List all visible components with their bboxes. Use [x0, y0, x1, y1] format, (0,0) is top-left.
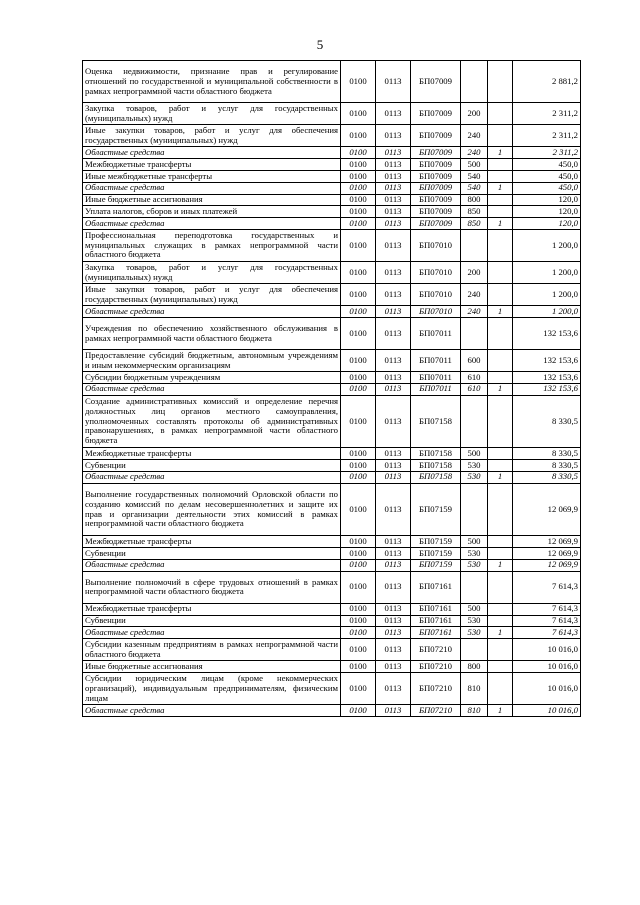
expense-type-code: 530: [461, 559, 488, 571]
expense-type-code: 800: [461, 661, 488, 673]
target-article-code: БП07158: [411, 460, 461, 472]
funding-source-code: [488, 317, 513, 349]
section-code: 0100: [341, 350, 376, 372]
subsection-code: 0113: [376, 147, 411, 159]
amount: 120,0: [513, 218, 581, 230]
funding-source-code: 1: [488, 627, 513, 639]
row-name: Областные средства: [83, 147, 341, 159]
target-article-code: БП07161: [411, 627, 461, 639]
subsection-code: 0113: [376, 317, 411, 349]
section-code: 0100: [341, 229, 376, 261]
expense-type-code: 530: [461, 548, 488, 560]
section-code: 0100: [341, 182, 376, 194]
target-article-code: БП07011: [411, 383, 461, 395]
section-code: 0100: [341, 483, 376, 536]
row-name: Межбюджетные трансферты: [83, 159, 341, 171]
section-code: 0100: [341, 170, 376, 182]
table-row: [83, 536, 581, 548]
subsection-code: 0113: [376, 170, 411, 182]
expense-type-code: 530: [461, 627, 488, 639]
table-row: [83, 705, 581, 717]
target-article-code: БП07210: [411, 673, 461, 705]
funding-source-code: [488, 615, 513, 627]
row-name: Учреждения по обеспечению хозяйственного обслуживания в рамках непрограммной части областного бюджета: [83, 317, 341, 349]
section-code: 0100: [341, 627, 376, 639]
section-code: 0100: [341, 471, 376, 483]
expense-type-code: [461, 395, 488, 448]
subsection-code: 0113: [376, 548, 411, 560]
table-row: [83, 147, 581, 159]
table-row: [83, 483, 581, 536]
target-article-code: БП07009: [411, 170, 461, 182]
subsection-code: 0113: [376, 705, 411, 717]
table-row: [83, 159, 581, 171]
expense-type-code: 810: [461, 673, 488, 705]
amount: 10 016,0: [513, 705, 581, 717]
target-article-code: БП07009: [411, 182, 461, 194]
row-name: Межбюджетные трансферты: [83, 448, 341, 460]
amount: 8 330,5: [513, 448, 581, 460]
amount: 12 069,9: [513, 536, 581, 548]
section-code: 0100: [341, 194, 376, 206]
row-name: Областные средства: [83, 559, 341, 571]
amount: 7 614,3: [513, 627, 581, 639]
subsection-code: 0113: [376, 284, 411, 306]
funding-source-code: 1: [488, 182, 513, 194]
amount: 120,0: [513, 194, 581, 206]
row-name: Областные средства: [83, 627, 341, 639]
funding-source-code: [488, 536, 513, 548]
table-row: [83, 615, 581, 627]
target-article-code: БП07009: [411, 194, 461, 206]
expense-type-code: 500: [461, 603, 488, 615]
expense-type-code: [461, 639, 488, 661]
subsection-code: 0113: [376, 639, 411, 661]
target-article-code: БП07159: [411, 536, 461, 548]
target-article-code: БП07010: [411, 284, 461, 306]
amount: 8 330,5: [513, 395, 581, 448]
section-code: 0100: [341, 615, 376, 627]
expense-type-code: 850: [461, 218, 488, 230]
amount: 132 153,6: [513, 383, 581, 395]
subsection-code: 0113: [376, 125, 411, 147]
section-code: 0100: [341, 317, 376, 349]
subsection-code: 0113: [376, 350, 411, 372]
section-code: 0100: [341, 559, 376, 571]
table-row: [83, 661, 581, 673]
table-row: [83, 206, 581, 218]
row-name: Иные бюджетные ассигнования: [83, 661, 341, 673]
subsection-code: 0113: [376, 182, 411, 194]
target-article-code: БП07010: [411, 229, 461, 261]
table-row: [83, 559, 581, 571]
table-row: [83, 218, 581, 230]
amount: 10 016,0: [513, 673, 581, 705]
table-row: [83, 194, 581, 206]
subsection-code: 0113: [376, 229, 411, 261]
section-code: 0100: [341, 603, 376, 615]
section-code: 0100: [341, 460, 376, 472]
target-article-code: БП07161: [411, 615, 461, 627]
subsection-code: 0113: [376, 383, 411, 395]
amount: 132 153,6: [513, 317, 581, 349]
funding-source-code: 1: [488, 147, 513, 159]
expense-type-code: [461, 317, 488, 349]
amount: 12 069,9: [513, 548, 581, 560]
row-name: Выполнение государственных полномочий Орловской области по созданию комиссий по делам несовершеннолетних и защите их прав и организации деятельности этих комиссий в рамках непрограммной части областного бюджета: [83, 483, 341, 536]
row-name: Закупка товаров, работ и услуг для государственных (муниципальных) нужд: [83, 262, 341, 284]
expense-type-code: 530: [461, 460, 488, 472]
section-code: 0100: [341, 103, 376, 125]
table-row: [83, 350, 581, 372]
table-row: [83, 639, 581, 661]
subsection-code: 0113: [376, 194, 411, 206]
table-row: [83, 471, 581, 483]
funding-source-code: 1: [488, 218, 513, 230]
row-name: Субсидии бюджетным учреждениям: [83, 372, 341, 384]
funding-source-code: [488, 284, 513, 306]
funding-source-code: [488, 448, 513, 460]
target-article-code: БП07159: [411, 559, 461, 571]
expense-type-code: 200: [461, 103, 488, 125]
expense-type-code: 800: [461, 194, 488, 206]
expense-type-code: [461, 483, 488, 536]
amount: 10 016,0: [513, 661, 581, 673]
target-article-code: БП07158: [411, 395, 461, 448]
row-name: Предоставление субсидий бюджетным, автономным учреждениям и иным некоммерческим организациям: [83, 350, 341, 372]
subsection-code: 0113: [376, 159, 411, 171]
funding-source-code: [488, 61, 513, 103]
amount: 7 614,3: [513, 603, 581, 615]
target-article-code: БП07010: [411, 306, 461, 318]
funding-source-code: 1: [488, 383, 513, 395]
target-article-code: БП07009: [411, 206, 461, 218]
section-code: 0100: [341, 306, 376, 318]
amount: 1 200,0: [513, 284, 581, 306]
funding-source-code: 1: [488, 471, 513, 483]
row-name: Областные средства: [83, 306, 341, 318]
funding-source-code: [488, 460, 513, 472]
row-name: Создание административных комиссий и определение перечня должностных лиц органов местного самоуправления, уполномоченных составлять протоколы об административных правонарушениях, в рамках непрограммной части областного бюджета: [83, 395, 341, 448]
funding-source-code: [488, 350, 513, 372]
page-number: 5: [316, 37, 324, 52]
row-name: Субвенции: [83, 460, 341, 472]
table-row: [83, 383, 581, 395]
subsection-code: 0113: [376, 559, 411, 571]
funding-source-code: [488, 372, 513, 384]
expense-type-code: 540: [461, 170, 488, 182]
target-article-code: БП07009: [411, 61, 461, 103]
subsection-code: 0113: [376, 483, 411, 536]
table-row: [83, 306, 581, 318]
amount: 132 153,6: [513, 350, 581, 372]
row-name: Закупка товаров, работ и услуг для государственных (муниципальных) нужд: [83, 103, 341, 125]
row-name: Субсидии казенным предприятиям в рамках непрограммной части областного бюджета: [83, 639, 341, 661]
amount: 2 311,2: [513, 125, 581, 147]
target-article-code: БП07158: [411, 471, 461, 483]
expense-type-code: 610: [461, 372, 488, 384]
funding-source-code: [488, 159, 513, 171]
subsection-code: 0113: [376, 571, 411, 603]
section-code: 0100: [341, 548, 376, 560]
table-row: [83, 571, 581, 603]
funding-source-code: [488, 571, 513, 603]
funding-source-code: [488, 395, 513, 448]
row-name: Межбюджетные трансферты: [83, 536, 341, 548]
expense-type-code: 240: [461, 284, 488, 306]
amount: 1 200,0: [513, 262, 581, 284]
section-code: 0100: [341, 705, 376, 717]
target-article-code: БП07161: [411, 603, 461, 615]
section-code: 0100: [341, 395, 376, 448]
target-article-code: БП07159: [411, 548, 461, 560]
expense-type-code: 530: [461, 615, 488, 627]
table-row: [83, 182, 581, 194]
expense-type-code: 500: [461, 159, 488, 171]
expense-type-code: 500: [461, 448, 488, 460]
amount: 450,0: [513, 159, 581, 171]
table-row: [83, 548, 581, 560]
subsection-code: 0113: [376, 448, 411, 460]
row-name: Субсидии юридическим лицам (кроме некоммерческих организаций), индивидуальным предпринимателям, физическим лицам: [83, 673, 341, 705]
target-article-code: БП07159: [411, 483, 461, 536]
row-name: Областные средства: [83, 182, 341, 194]
table-row: [83, 673, 581, 705]
section-code: 0100: [341, 147, 376, 159]
expense-type-code: [461, 229, 488, 261]
subsection-code: 0113: [376, 103, 411, 125]
amount: 7 614,3: [513, 571, 581, 603]
target-article-code: БП07210: [411, 639, 461, 661]
subsection-code: 0113: [376, 395, 411, 448]
target-article-code: БП07158: [411, 448, 461, 460]
funding-source-code: 1: [488, 559, 513, 571]
subsection-code: 0113: [376, 460, 411, 472]
row-name: Иные бюджетные ассигнования: [83, 194, 341, 206]
section-code: 0100: [341, 448, 376, 460]
amount: 450,0: [513, 182, 581, 194]
amount: 8 330,5: [513, 471, 581, 483]
amount: 450,0: [513, 170, 581, 182]
subsection-code: 0113: [376, 218, 411, 230]
expense-type-code: 240: [461, 125, 488, 147]
row-name: Уплата налогов, сборов и иных платежей: [83, 206, 341, 218]
funding-source-code: [488, 661, 513, 673]
subsection-code: 0113: [376, 471, 411, 483]
expense-type-code: 240: [461, 306, 488, 318]
expense-type-code: [461, 571, 488, 603]
section-code: 0100: [341, 284, 376, 306]
expense-type-code: 240: [461, 147, 488, 159]
target-article-code: БП07210: [411, 661, 461, 673]
subsection-code: 0113: [376, 372, 411, 384]
table-row: [83, 61, 581, 103]
funding-source-code: 1: [488, 306, 513, 318]
amount: 2 311,2: [513, 103, 581, 125]
expense-type-code: 600: [461, 350, 488, 372]
row-name: Выполнение полномочий в сфере трудовых отношений в рамках непрограммной части областного бюджета: [83, 571, 341, 603]
amount: 1 200,0: [513, 229, 581, 261]
funding-source-code: [488, 483, 513, 536]
section-code: 0100: [341, 673, 376, 705]
target-article-code: БП07009: [411, 125, 461, 147]
subsection-code: 0113: [376, 306, 411, 318]
section-code: 0100: [341, 125, 376, 147]
funding-source-code: [488, 206, 513, 218]
row-name: Субвенции: [83, 615, 341, 627]
amount: 2 881,2: [513, 61, 581, 103]
target-article-code: БП07210: [411, 705, 461, 717]
subsection-code: 0113: [376, 673, 411, 705]
subsection-code: 0113: [376, 61, 411, 103]
table-row: [83, 395, 581, 448]
funding-source-code: [488, 103, 513, 125]
budget-table: [82, 60, 581, 717]
expense-type-code: 500: [461, 536, 488, 548]
section-code: 0100: [341, 661, 376, 673]
section-code: 0100: [341, 372, 376, 384]
subsection-code: 0113: [376, 627, 411, 639]
section-code: 0100: [341, 571, 376, 603]
subsection-code: 0113: [376, 661, 411, 673]
amount: 12 069,9: [513, 483, 581, 536]
table-row: [83, 372, 581, 384]
row-name: Областные средства: [83, 218, 341, 230]
funding-source-code: [488, 548, 513, 560]
table-row: [83, 317, 581, 349]
table-row: [83, 103, 581, 125]
target-article-code: БП07009: [411, 103, 461, 125]
funding-source-code: 1: [488, 705, 513, 717]
funding-source-code: [488, 229, 513, 261]
table-body: [83, 61, 581, 717]
expense-type-code: 200: [461, 262, 488, 284]
row-name: Областные средства: [83, 705, 341, 717]
funding-source-code: [488, 170, 513, 182]
section-code: 0100: [341, 383, 376, 395]
row-name: Областные средства: [83, 471, 341, 483]
target-article-code: БП07161: [411, 571, 461, 603]
row-name: Областные средства: [83, 383, 341, 395]
section-code: 0100: [341, 218, 376, 230]
row-name: Оценка недвижимости, признание прав и регулирование отношений по государственной и муниципальной собственности в рамках непрограммной части областного бюджета: [83, 61, 341, 103]
expense-type-code: 810: [461, 705, 488, 717]
funding-source-code: [488, 125, 513, 147]
target-article-code: БП07009: [411, 147, 461, 159]
section-code: 0100: [341, 61, 376, 103]
table-row: [83, 125, 581, 147]
expense-type-code: 610: [461, 383, 488, 395]
table-row: [83, 460, 581, 472]
subsection-code: 0113: [376, 206, 411, 218]
target-article-code: БП07009: [411, 159, 461, 171]
amount: 10 016,0: [513, 639, 581, 661]
amount: 7 614,3: [513, 615, 581, 627]
target-article-code: БП07010: [411, 262, 461, 284]
table-row: [83, 603, 581, 615]
amount: 12 069,9: [513, 559, 581, 571]
target-article-code: БП07009: [411, 218, 461, 230]
row-name: Иные закупки товаров, работ и услуг для обеспечения государственных (муниципальных) нужд: [83, 125, 341, 147]
section-code: 0100: [341, 262, 376, 284]
subsection-code: 0113: [376, 262, 411, 284]
amount: 1 200,0: [513, 306, 581, 318]
table-row: [83, 448, 581, 460]
row-name: Межбюджетные трансферты: [83, 603, 341, 615]
target-article-code: БП07011: [411, 317, 461, 349]
subsection-code: 0113: [376, 603, 411, 615]
table-row: [83, 627, 581, 639]
subsection-code: 0113: [376, 536, 411, 548]
funding-source-code: [488, 673, 513, 705]
amount: 8 330,5: [513, 460, 581, 472]
funding-source-code: [488, 194, 513, 206]
table-row: [83, 229, 581, 261]
target-article-code: БП07011: [411, 372, 461, 384]
expense-type-code: [461, 61, 488, 103]
amount: 120,0: [513, 206, 581, 218]
table-row: [83, 170, 581, 182]
subsection-code: 0113: [376, 615, 411, 627]
funding-source-code: [488, 262, 513, 284]
funding-source-code: [488, 639, 513, 661]
target-article-code: БП07011: [411, 350, 461, 372]
amount: 2 311,2: [513, 147, 581, 159]
row-name: Иные межбюджетные трансферты: [83, 170, 341, 182]
section-code: 0100: [341, 536, 376, 548]
expense-type-code: 530: [461, 471, 488, 483]
section-code: 0100: [341, 159, 376, 171]
expense-type-code: 540: [461, 182, 488, 194]
amount: 132 153,6: [513, 372, 581, 384]
table-row: [83, 284, 581, 306]
row-name: Субвенции: [83, 548, 341, 560]
row-name: Иные закупки товаров, работ и услуг для обеспечения государственных (муниципальных) нужд: [83, 284, 341, 306]
table-row: [83, 262, 581, 284]
row-name: Профессиональная переподготовка государственных и муниципальных служащих в рамках непрограммной части областного бюджета: [83, 229, 341, 261]
section-code: 0100: [341, 206, 376, 218]
expense-type-code: 850: [461, 206, 488, 218]
section-code: 0100: [341, 639, 376, 661]
funding-source-code: [488, 603, 513, 615]
